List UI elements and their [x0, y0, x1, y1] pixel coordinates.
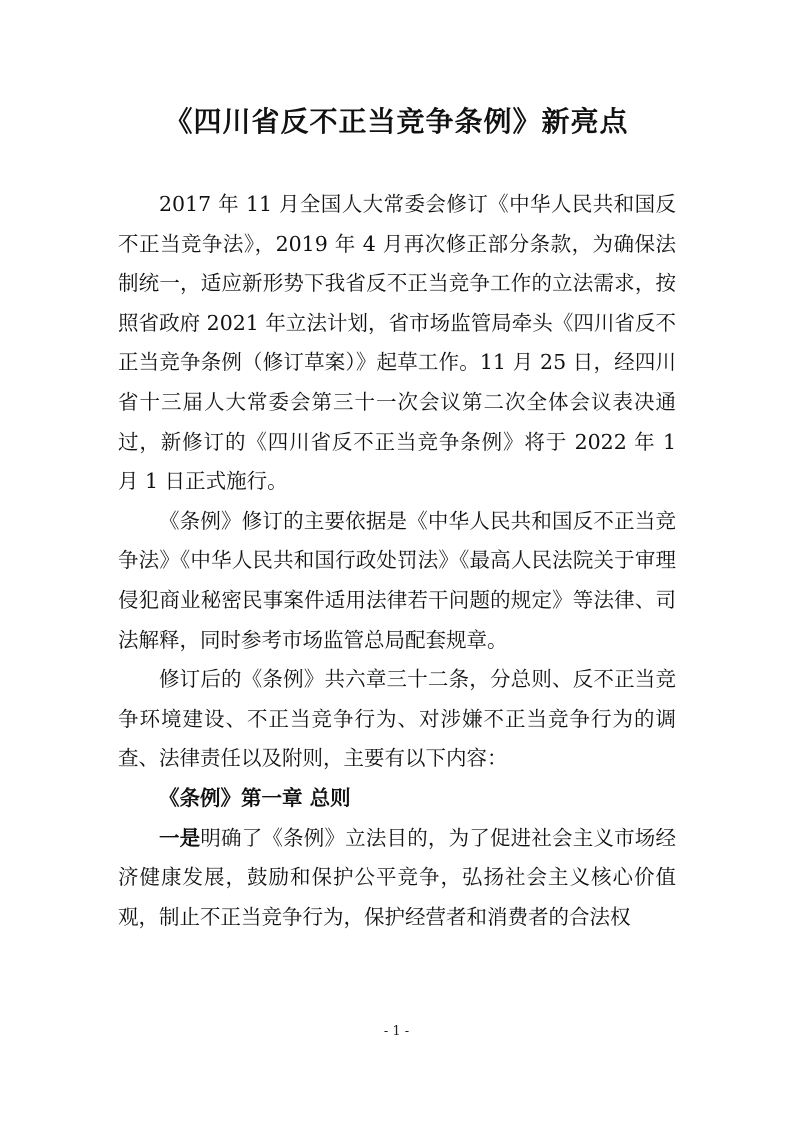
- paragraph-intro: 2017 年 11 月全国人大常委会修订《中华人民共和国反不正当竞争法》，2019 年 4 月再次修正部分条款，为确保法制统一，适应新形势下我省反不正当竞争工作的立法需求，按照省政府 2021 年立法计划，省市场监管局牵头《四川省反不正当竞争条例（修订草案）》起草工作。11 月 25 日，经四川省十三届人大常委会第三十一次会议第二次全体会议表决通过，新修订的《四川省反不正当竞争条例》将于 2022 年 1 月 1 日正式施行。: [118, 192, 676, 494]
- point-one-lead: 一是: [159, 825, 201, 850]
- paragraph-basis: 《条例》修订的主要依据是《中华人民共和国反不正当竞争法》《中华人民共和国行政处罚法》《最高人民法院关于审理侵犯商业秘密民事案件适用法律若干问题的规定》等法律、司法解释，同时参考市场监管总局配套规章。: [118, 508, 676, 652]
- chapter-heading: 《条例》第一章 总则: [159, 785, 351, 810]
- paragraph-structure: 修订后的《条例》共六章三十二条，分总则、反不正当竞争环境建设、不正当竞争行为、对涉嫌不正当竞争行为的调查、法律责任以及附则，主要有以下内容：: [118, 667, 676, 771]
- document-title: 《四川省反不正当竞争条例》新亮点: [164, 105, 629, 138]
- page-number: - 1 -: [383, 1024, 410, 1039]
- document-body: [118, 185, 676, 937]
- point-one-text: 明确了《条例》立法目的，为了促进社会主义市场经济健康发展，鼓励和保护公平竞争，弘扬社会主义核心价值观，制止不正当竞争行为，保护经营者和消费者的合法权: [118, 825, 676, 929]
- paragraph-point-one: [118, 819, 676, 938]
